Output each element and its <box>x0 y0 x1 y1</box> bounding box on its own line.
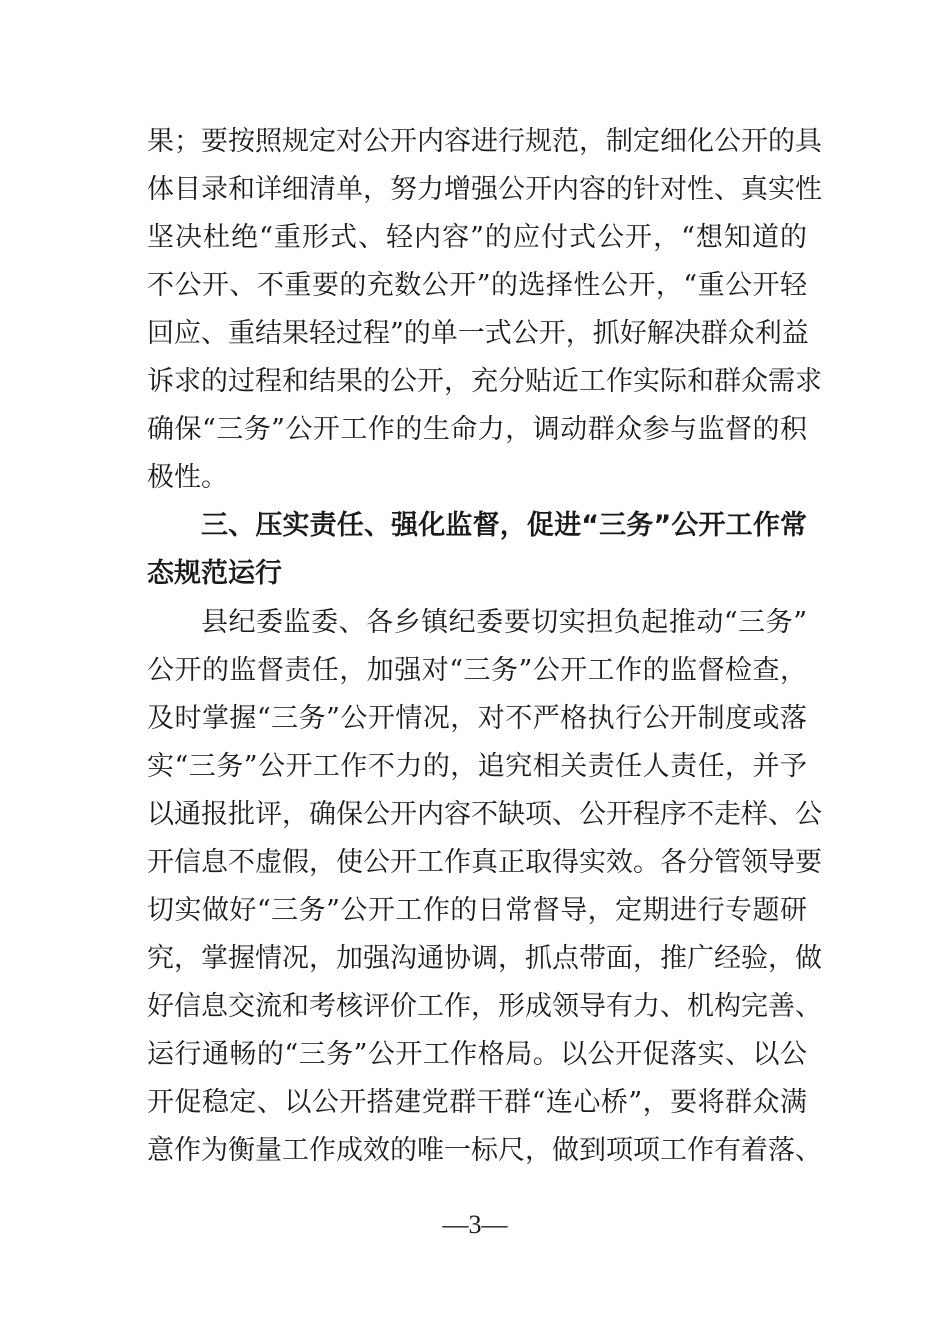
heading-line: 态规范运行 <box>147 558 282 589</box>
paragraph-line: 实“三务”公开工作不力的，追究相关责任人责任，并予 <box>147 751 807 782</box>
paragraph-line: 体目录和详细清单，努力增强公开内容的针对性、真实性 <box>147 174 822 205</box>
paragraph-line: 极性。 <box>147 462 228 493</box>
paragraph-line: 开信息不虚假，使公开工作真正取得实效。各分管领导要 <box>147 847 822 878</box>
paragraph-line: 运行通畅的“三务”公开工作格局。以公开促落实、以公 <box>147 1039 807 1070</box>
page-number: —3— <box>442 1210 508 1239</box>
paragraph-line: 回应、重结果轻过程”的单一式公开，抓好解决群众利益 <box>147 318 809 349</box>
paragraph-line: 切实做好“三务”公开工作的日常督导，定期进行专题研 <box>147 895 807 926</box>
paragraph-line: 果；要按照规定对公开内容进行规范，制定细化公开的具 <box>147 126 822 157</box>
paragraph-line: 意作为衡量工作成效的唯一标尺，做到项项工作有着落、 <box>147 1135 822 1166</box>
paragraph-line: 诉求的过程和结果的公开，充分贴近工作实际和群众需求 <box>147 366 822 397</box>
paragraph-line: 究，掌握情况，加强沟通协调，抓点带面，推广经验，做 <box>147 943 822 974</box>
heading-line: 三、压实责任、强化监督，促进“三务”公开工作常 <box>201 510 807 541</box>
paragraph-line: 好信息交流和考核评价工作，形成领导有力、机构完善、 <box>147 991 822 1022</box>
paragraph-line: 县纪委监委、各乡镇纪委要切实担负起推动“三务” <box>201 607 807 638</box>
paragraph-line: 坚决杜绝“重形式、轻内容”的应付式公开，“想知道的 <box>147 222 807 253</box>
paragraph-line: 以通报批评，确保公开内容不缺项、公开程序不走样、公 <box>147 799 822 830</box>
paragraph-line: 不公开、不重要的充数公开”的选择性公开，“重公开轻 <box>147 270 807 301</box>
paragraph-line: 及时掌握“三务”公开情况，对不严格执行公开制度或落 <box>147 703 807 734</box>
paragraph-line: 公开的监督责任，加强对“三务”公开工作的监督检查， <box>147 655 807 686</box>
paragraph-line: 确保“三务”公开工作的生命力，调动群众参与监督的积 <box>147 414 807 445</box>
paragraph-line: 开促稳定、以公开搭建党群干群“连心桥”，要将群众满 <box>147 1087 807 1118</box>
